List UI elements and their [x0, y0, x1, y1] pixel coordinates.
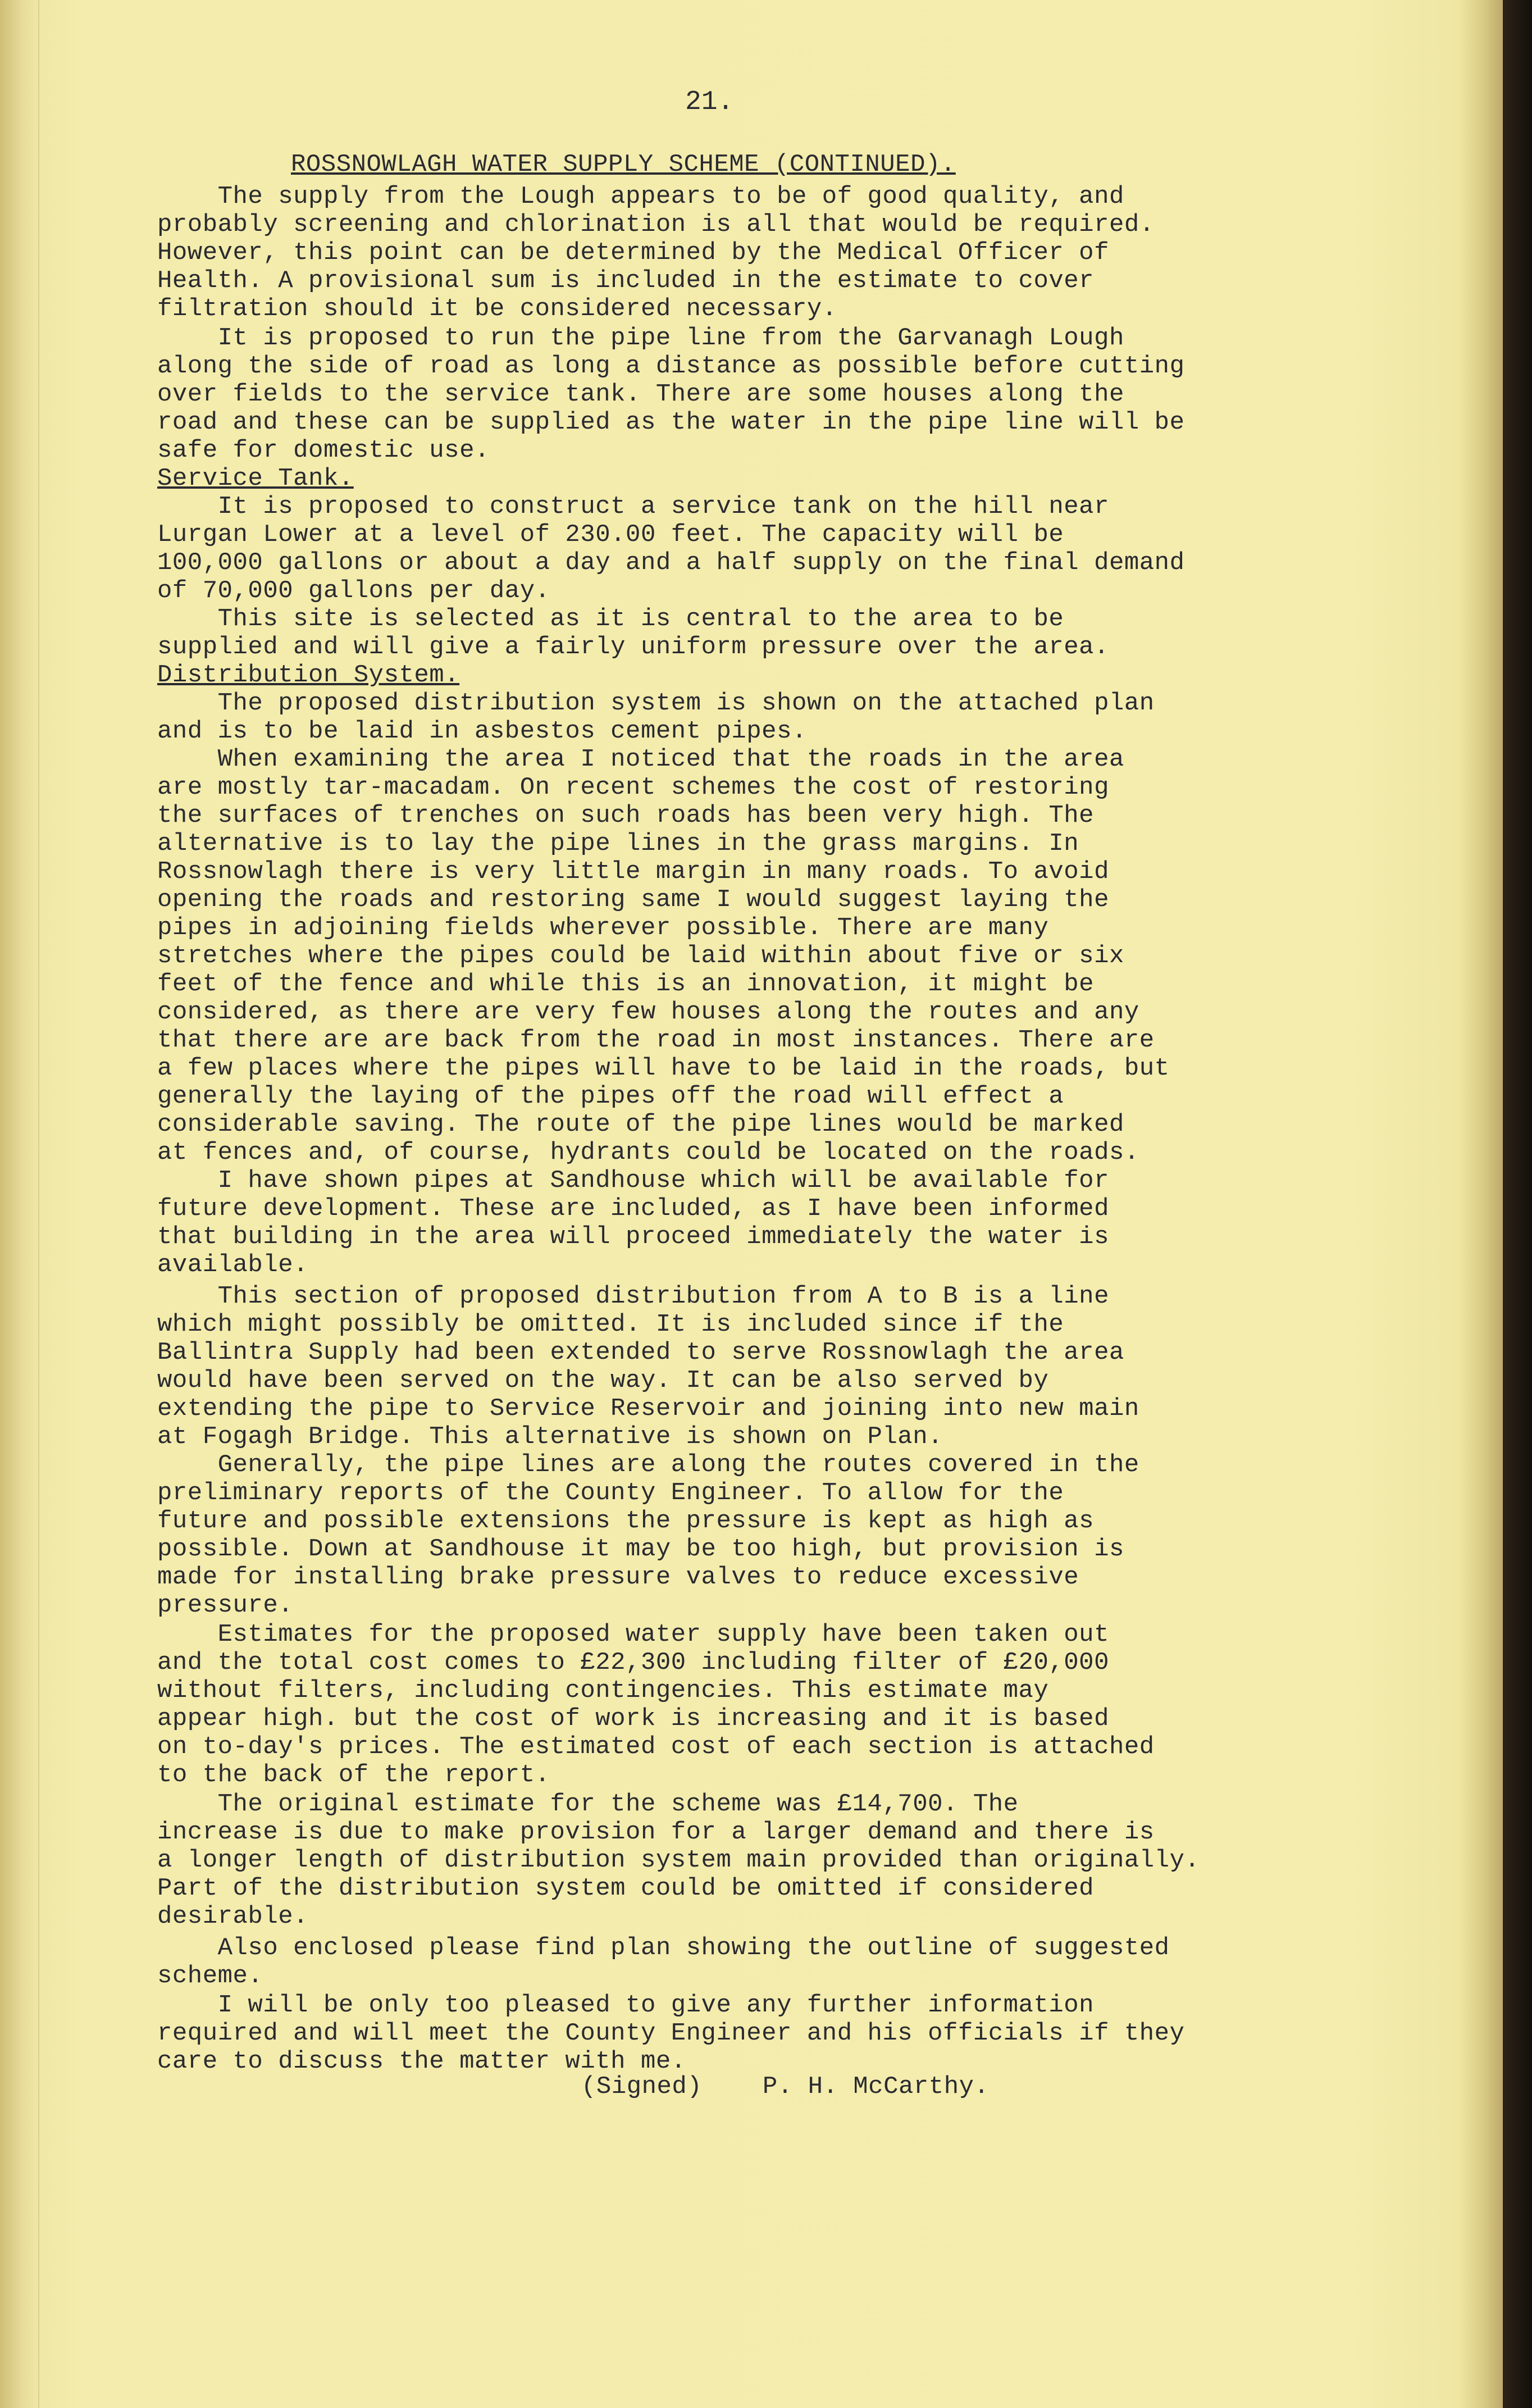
text-line: The supply from the Lough appears to be of good quality, and — [157, 183, 1124, 211]
signature-line: (Signed) P. H. McCarthy. — [581, 2073, 990, 2101]
text-line: future development. These are included, as I have been informed — [157, 1195, 1109, 1223]
text-line: and the total cost comes to £22,300 including filter of £20,000 — [157, 1649, 1109, 1677]
text-line: opening the roads and restoring same I would suggest laying the — [157, 886, 1109, 914]
text-line: at Fogagh Bridge. This alternative is shown on Plan. — [157, 1423, 943, 1451]
text-line: probably screening and chlorination is all that would be required. — [157, 211, 1155, 239]
text-line: along the side of road as long a distance as possible before cutting — [157, 352, 1185, 380]
text-line: alternative is to lay the pipe lines in the grass margins. In — [157, 830, 1079, 858]
text-line: preliminary reports of the County Engineer. To allow for the — [157, 1479, 1064, 1507]
text-line: over fields to the service tank. There are some houses along the — [157, 380, 1124, 408]
text-line: without filters, including contingencies. This estimate may — [157, 1677, 1049, 1705]
section-heading-service-tank: Service Tank. — [157, 465, 354, 493]
text-line: possible. Down at Sandhouse it may be too high, but provision is — [157, 1535, 1124, 1563]
text-line: road and these can be supplied as the water in the pipe line will be — [157, 408, 1185, 436]
text-line: which might possibly be omitted. It is included since if the — [157, 1310, 1064, 1339]
text-line: and is to be laid in asbestos cement pipes. — [157, 717, 807, 745]
text-line: considerable saving. The route of the pipe lines would be marked — [157, 1110, 1124, 1139]
text-line: are mostly tar-macadam. On recent schemes the cost of restoring — [157, 773, 1109, 802]
text-line: Also enclosed please find plan showing the outline of suggested — [157, 1934, 1170, 1962]
book-spine-shadow — [1503, 0, 1532, 2408]
text-line: to the back of the report. — [157, 1761, 550, 1789]
text-line: However, this point can be determined by the Medical Officer of — [157, 239, 1109, 267]
text-line: filtration should it be considered necessary. — [157, 295, 837, 323]
text-line: scheme. — [157, 1962, 263, 1990]
text-line: Ballintra Supply had been extended to serve Rossnowlagh the area — [157, 1339, 1124, 1367]
text-line: This section of proposed distribution from A to B is a line — [157, 1282, 1109, 1310]
text-line: Part of the distribution system could be omitted if considered — [157, 1874, 1095, 1902]
text-line: a few places where the pipes will have to be laid in the roads, but — [157, 1054, 1170, 1082]
text-line: Rossnowlagh there is very little margin in many roads. To avoid — [157, 858, 1109, 886]
text-line: considered, as there are very few houses along the routes and any — [157, 998, 1139, 1026]
typed-text-block — [157, 0, 1449, 2408]
text-line: pressure. — [157, 1591, 294, 1619]
text-line: pipes in adjoining fields wherever possible. There are many — [157, 914, 1049, 942]
text-line: of 70,000 gallons per day. — [157, 577, 550, 605]
section-heading-distribution-system: Distribution System. — [157, 661, 460, 689]
document-title: ROSSNOWLAGH WATER SUPPLY SCHEME (CONTINUED). — [291, 151, 956, 179]
text-line: safe for domestic use. — [157, 436, 490, 465]
text-line: generally the laying of the pipes off the road will effect a — [157, 1082, 1064, 1110]
page-edge-shadow — [1460, 0, 1503, 2408]
text-line: that there are are back from the road in most instances. There are — [157, 1026, 1155, 1054]
text-line: Estimates for the proposed water supply have been taken out — [157, 1620, 1109, 1649]
text-line: on to-day's prices. The estimated cost of each section is attached — [157, 1733, 1155, 1761]
text-line: It is proposed to construct a service tank on the hill near — [157, 493, 1109, 521]
text-line: Health. A provisional sum is included in the estimate to cover — [157, 267, 1095, 295]
text-line: It is proposed to run the pipe line from the Garvanagh Lough — [157, 324, 1124, 352]
text-line: I will be only too pleased to give any further information — [157, 1991, 1095, 2019]
text-line: a longer length of distribution system main provided than originally. — [157, 1846, 1200, 1874]
text-line: 100,000 gallons or about a day and a half supply on the final demand — [157, 549, 1185, 577]
text-line: the surfaces of trenches on such roads has been very high. The — [157, 802, 1095, 830]
text-line: stretches where the pipes could be laid within about five or six — [157, 942, 1124, 970]
text-line: feet of the fence and while this is an innovation, it might be — [157, 970, 1095, 998]
page-binding-gutter — [0, 0, 39, 2408]
text-line: future and possible extensions the pressure is kept as high as — [157, 1507, 1095, 1535]
text-line: When examining the area I noticed that the roads in the area — [157, 745, 1124, 773]
text-line: care to discuss the matter with me. — [157, 2047, 686, 2075]
text-line: increase is due to make provision for a larger demand and there is — [157, 1818, 1155, 1846]
text-line: that building in the area will proceed immediately the water is — [157, 1223, 1109, 1251]
text-line: desirable. — [157, 1902, 309, 1931]
text-line: extending the pipe to Service Reservoir and joining into new main — [157, 1395, 1139, 1423]
text-line: I have shown pipes at Sandhouse which will be available for — [157, 1167, 1109, 1195]
text-line: supplied and will give a fairly uniform pressure over the area. — [157, 633, 1109, 661]
text-line: This site is selected as it is central to the area to be — [157, 605, 1064, 633]
text-line: The proposed distribution system is shown on the attached plan — [157, 689, 1155, 717]
text-line: made for installing brake pressure valves to reduce excessive — [157, 1563, 1079, 1591]
text-line: The original estimate for the scheme was £14,700. The — [157, 1790, 1019, 1818]
page-number: 21. — [685, 87, 734, 117]
text-line: Generally, the pipe lines are along the routes covered in the — [157, 1451, 1139, 1479]
text-line: Lurgan Lower at a level of 230.00 feet. The capacity will be — [157, 521, 1064, 549]
text-line: available. — [157, 1251, 309, 1279]
text-line: required and will meet the County Engineer and his officials if they — [157, 2019, 1185, 2047]
text-line: appear high. but the cost of work is increasing and it is based — [157, 1705, 1109, 1733]
text-line: would have been served on the way. It can be also served by — [157, 1367, 1049, 1395]
text-line: at fences and, of course, hydrants could be located on the roads. — [157, 1139, 1139, 1167]
